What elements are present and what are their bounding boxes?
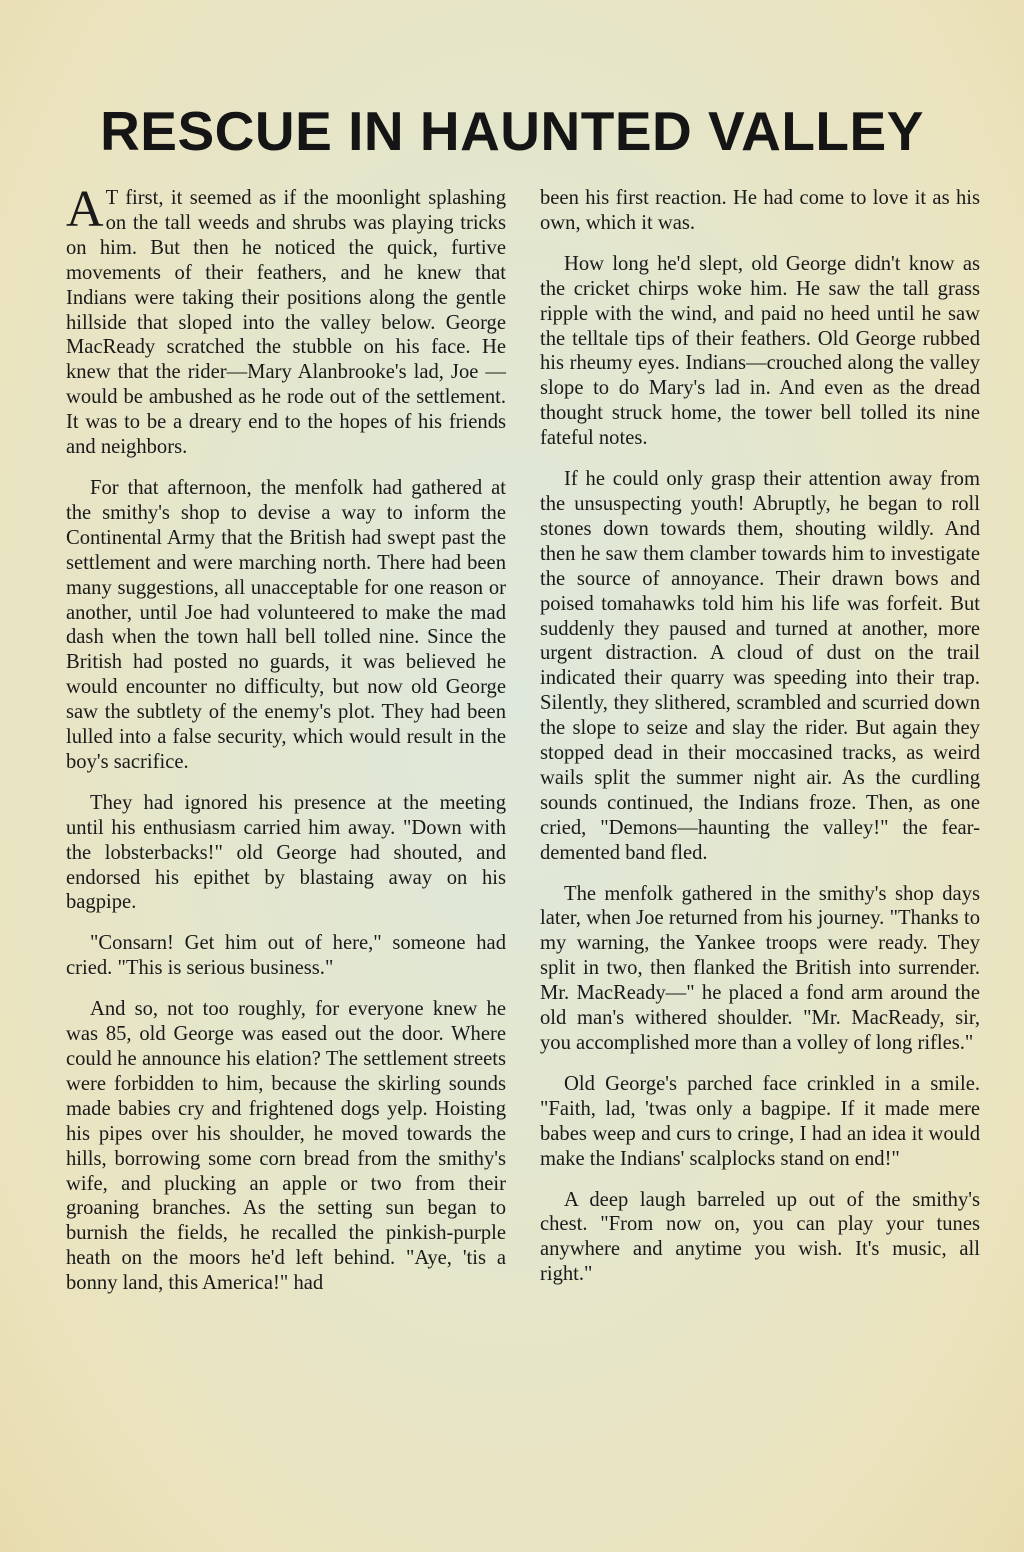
story-title: RESCUE IN HAUNTED VALLEY	[100, 100, 924, 162]
left-column	[66, 181, 506, 1312]
paragraph: And so, not too roughly, for everyone knew he was 85, old George was eased out the door. Where could he announce his elation? The settlement streets were forbidden to him, because the skirling sounds made babies cry and frightened dogs yelp. Hoisting his pipes over his shoulder, he moved towards the hills, borrowing some corn bread from the smithy's wife, and plucking an apple or two from their groaning branches. As the setting sun began to burnish the fields, he recalled the pinkish-purple heath on the moors he'd left behind. "Aye, 'tis a bonny land, this America!" had	[66, 998, 506, 1295]
paragraph: "Consarn! Get him out of here," someone had cried. "This is serious business."	[66, 932, 506, 980]
paragraph: For that afternoon, the menfolk had gathered at the smithy's shop to devise a way to inform the Continental Army that the British had swept past the settlement and were marching north. There had been many suggestions, all unacceptable for one reason or another, until Joe had volunteered to make the mad dash when the town hall bell tolled nine. Since the British had posted no guards, it was believed he would encounter no difficulty, but now old George saw the subtlety of the enemy's plot. They had been lulled into a false security, which would result in the boy's sacrifice.	[66, 476, 506, 773]
paragraph-text: T first, it seemed as if the moonlight splashing on the tall weeds and shrubs was playing tricks on him. But then he noticed the quick, furtive movements of their feathers, and he knew that Indians were taking their positions along the gentle hillside that sloped into the valley below. George MacReady scratched the stubble on his face. He knew that the rider—Mary Alanbrooke's lad, Joe —would be ambushed as he rode out of the settlement. It was to be a dreary end to the hopes of his friends and neighbors.	[66, 187, 506, 459]
paragraph: The menfolk gathered in the smithy's shop days later, when Joe returned from his journey. "Thanks to my warning, the Yankee troops were ready. They split in two, then flanked the British into surrender. Mr. MacReady—" he placed a fond arm around the old man's withered shoulder. "Mr. MacReady, sir, you accomplished more than a volley of long rifles."	[540, 882, 980, 1054]
paragraph: A deep laugh barreled up out of the smithy's chest. "From now on, you can play your tunes anywhere and anytime you wish. It's music, all right."	[540, 1188, 980, 1286]
paragraph	[66, 181, 506, 460]
paragraph: They had ignored his presence at the meeting until his enthusiasm carried him away. "Down with the lobsterbacks!" old George had shouted, and endorsed his epithet by blastaing away on his bagpipe.	[66, 791, 506, 914]
right-column	[540, 186, 980, 1303]
paragraph: Old George's parched face crinkled in a smile. "Faith, lad, 'twas only a bagpipe. If it made mere babes weep and curs to cringe, I had an idea it would make the Indians' scalplocks stand on end!"	[540, 1072, 980, 1170]
drop-cap: A	[66, 181, 104, 238]
paragraph: been his first reaction. He had come to love it as his own, which it was.	[540, 187, 980, 234]
paragraph: How long he'd slept, old George didn't know as the cricket chirps woke him. He saw the tall grass ripple with the wind, and paid no heed until he saw the telltale tips of their feathers. Old George rubbed his rheumy eyes. Indians—crouched along the valley slope to do Mary's lad in. And even as the dread thought struck home, the tower bell tolled its nine fateful notes.	[540, 252, 980, 450]
paragraph: If he could only grasp their attention away from the unsuspecting youth! Abruptly, he began to roll stones down towards them, shouting wildly. And then he saw them clamber towards him to investigate the source of annoyance. Their drawn bows and poised tomahawks told him his life was forfeit. But suddenly they paused and turned at another, more urgent distraction. A cloud of dust on the trail indicated their quarry was speeding into their trap. Silently, they slithered, scrambled and scurried down the slope to seize and slay the rider. But again they stopped dead in their moccasined tracks, as weird wails split the summer night air. As the curdling sounds continued, the Indians froze. Then, as one cried, "Demons—haunting the valley!" the fear-demented band fled.	[540, 468, 980, 864]
